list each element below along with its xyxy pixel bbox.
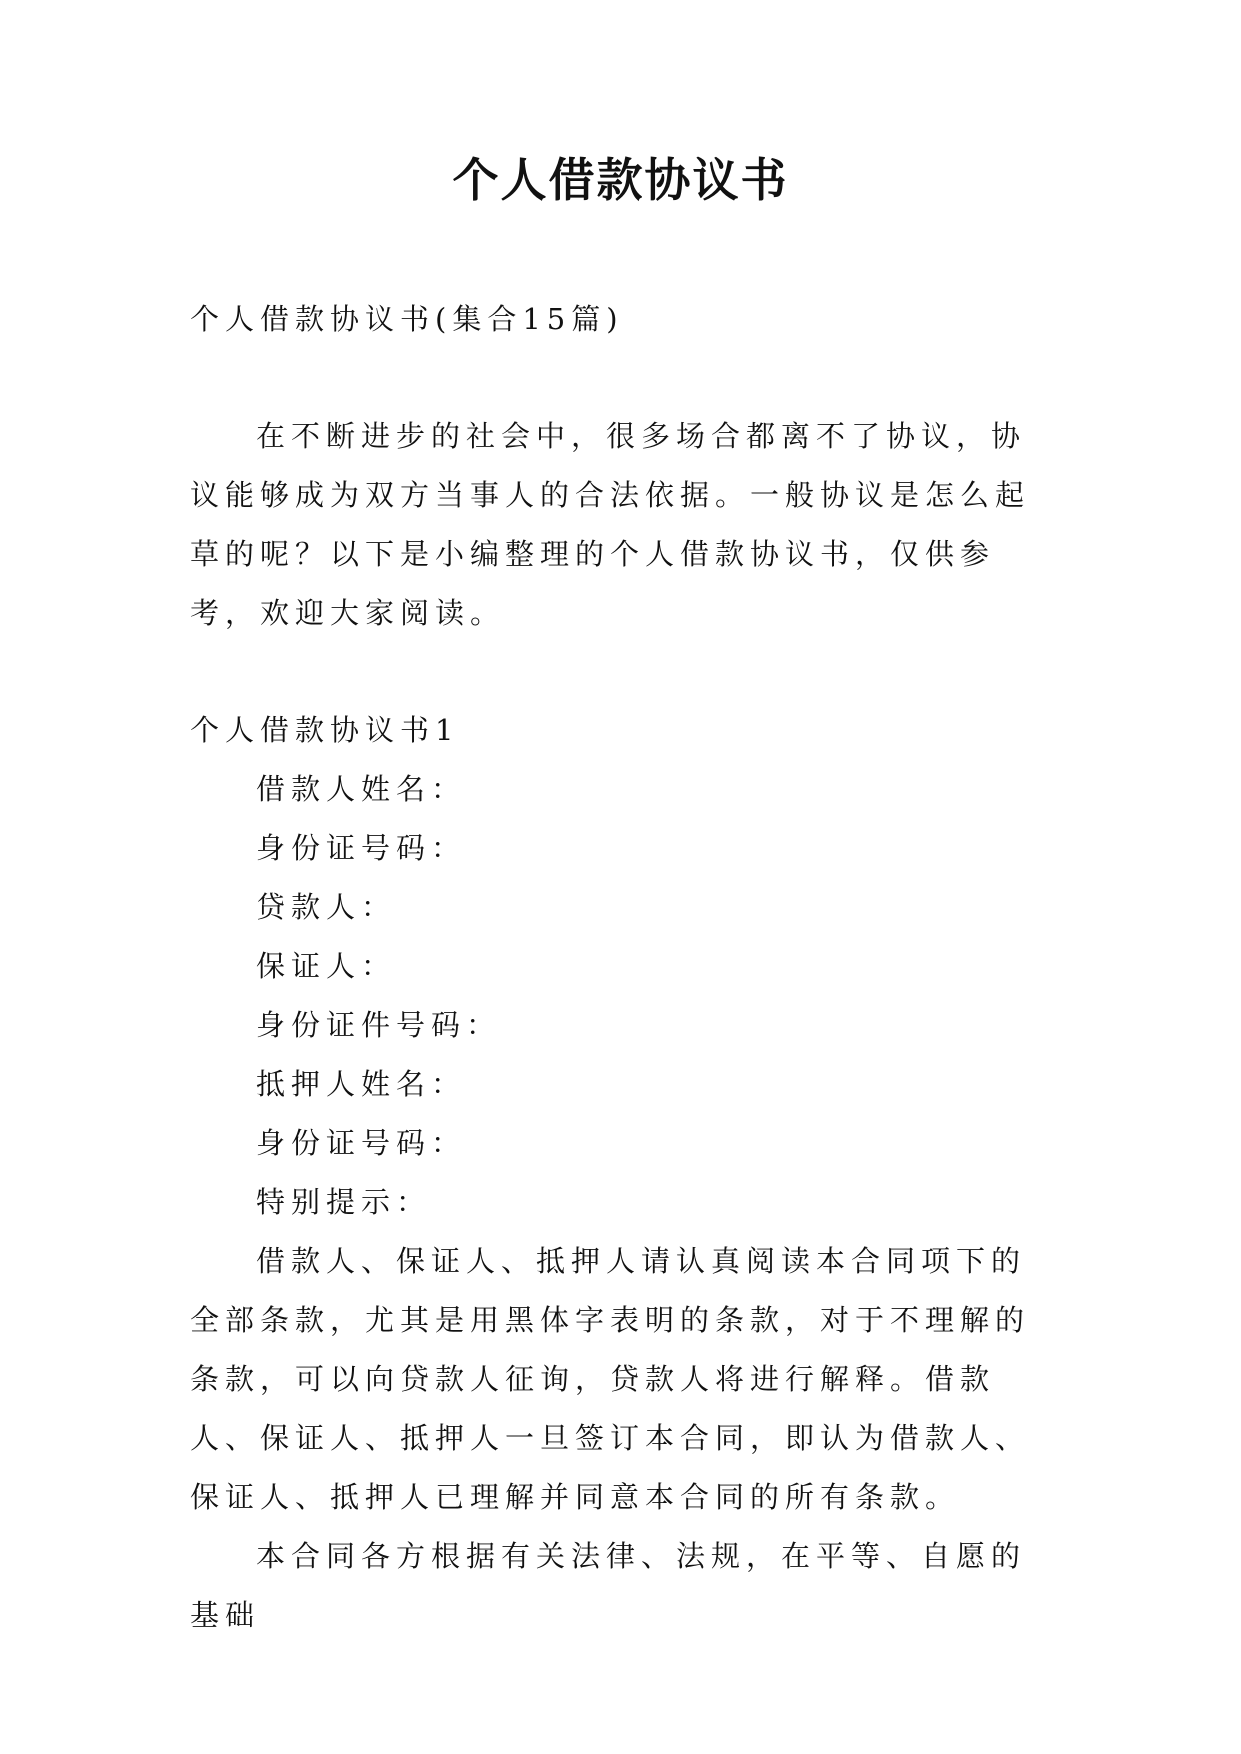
field-borrower-name: 借款人姓名：	[256, 772, 467, 806]
field-lender: 贷款人：	[256, 890, 397, 924]
field-borrower-id-number: 身份证号码：	[256, 831, 467, 865]
closing-paragraph: 本合同各方根据有关法律、法规，在平等、自愿的基础	[190, 1539, 1027, 1632]
document-body	[190, 290, 1052, 1645]
field-mortgagor-name: 抵押人姓名：	[256, 1067, 467, 1101]
field-special-notice: 特别提示：	[256, 1185, 432, 1219]
notice-paragraph: 借款人、保证人、抵押人请认真阅读本合同项下的全部条款，尤其是用黑体字表明的条款，对于不理解的条款，可以向贷款人征询，贷款人将进行解释。借款人、保证人、抵押人一旦签订本合同，即认为借款人、保证人、抵押人已理解并同意本合同的所有条款。	[190, 1244, 1031, 1514]
document-title: 个人借款协议书	[452, 153, 789, 207]
field-mortgagor-id-number: 身份证号码：	[256, 1126, 467, 1160]
intro-paragraph: 在不断进步的社会中，很多场合都离不了协议，协议能够成为双方当事人的合法依据。一般协议是怎么起草的呢？以下是小编整理的个人借款协议书，仅供参考，欢迎大家阅读。	[190, 419, 1031, 630]
section-heading: 个人借款协议书1	[190, 713, 460, 747]
field-guarantor: 保证人：	[256, 949, 397, 983]
field-guarantor-id-number: 身份证件号码：	[256, 1008, 502, 1042]
document-subtitle: 个人借款协议书(集合15篇)	[190, 302, 624, 336]
